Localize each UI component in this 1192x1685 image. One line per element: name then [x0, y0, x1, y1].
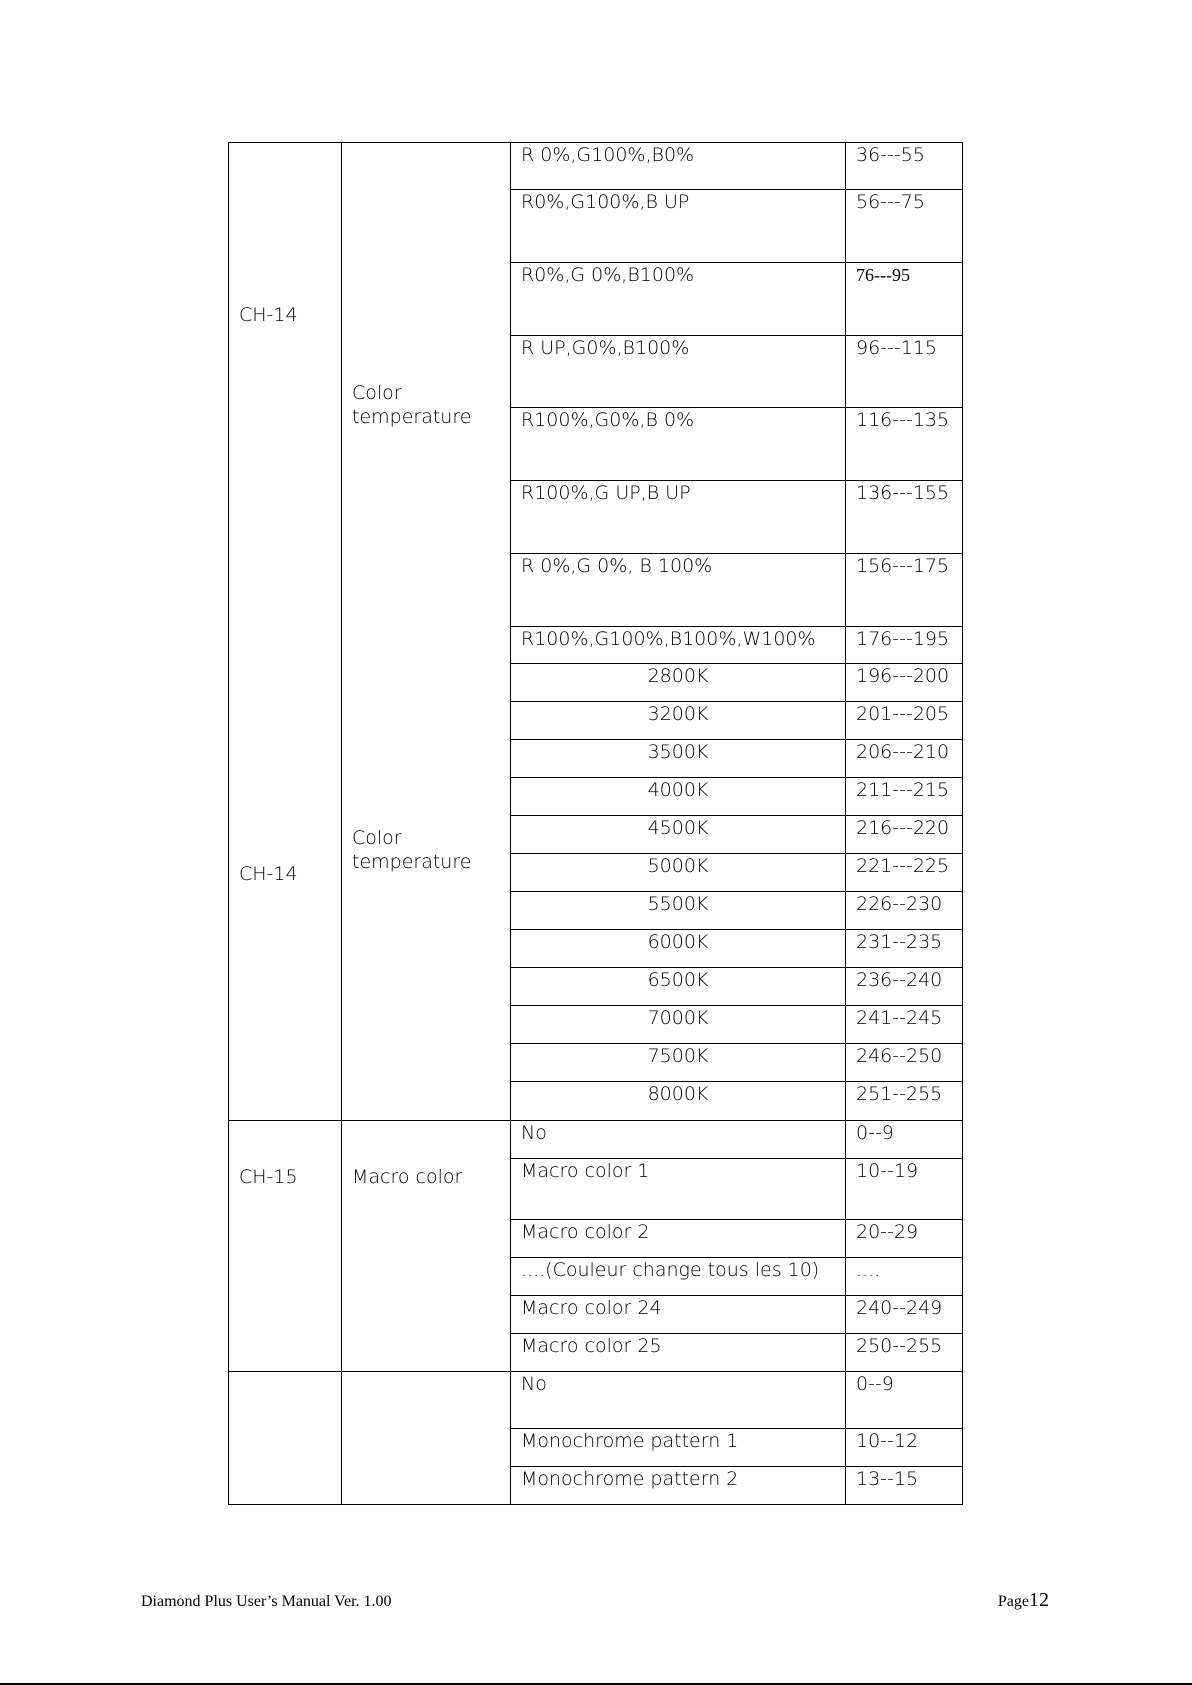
setting-cell: 5500K [511, 892, 846, 930]
setting-cell: R 0%,G 0%, B 100% [511, 554, 846, 627]
value-cell: 56---75 [846, 190, 963, 263]
channel-cell [229, 1372, 342, 1505]
value-cell: 236--240 [846, 968, 963, 1006]
dmx-channel-table [228, 142, 963, 1505]
setting-cell: 3500K [511, 740, 846, 778]
value-cell: 136---155 [846, 481, 963, 554]
value-cell: 76---95 [846, 263, 963, 336]
setting-cell: R0%,G 0%,B100% [511, 263, 846, 336]
table-row [229, 1121, 963, 1159]
value-cell: 206---210 [846, 740, 963, 778]
setting-cell: ....(Couleur change tous les 10) [511, 1258, 846, 1296]
value-cell: 0--9 [846, 1372, 963, 1429]
value-cell: 231--235 [846, 930, 963, 968]
setting-cell: No [511, 1121, 846, 1159]
value-cell: 0--9 [846, 1121, 963, 1159]
value-cell: 96---115 [846, 336, 963, 408]
setting-cell: R100%,G100%,B100%,W100% [511, 627, 846, 664]
setting-cell: R0%,G100%,B UP [511, 190, 846, 263]
setting-cell: 6000K [511, 930, 846, 968]
value-cell: 240--249 [846, 1296, 963, 1334]
setting-cell: Macro color 1 [511, 1159, 846, 1220]
setting-cell: 5000K [511, 854, 846, 892]
function-cell [342, 664, 511, 1121]
value-cell: 211---215 [846, 778, 963, 816]
function-label: Color temperature [352, 382, 472, 429]
setting-cell: Macro color 2 [511, 1220, 846, 1258]
setting-cell: 3200K [511, 702, 846, 740]
setting-cell: 7000K [511, 1006, 846, 1044]
table-row [229, 1372, 963, 1429]
channel-cell [229, 664, 342, 1121]
setting-cell: 8000K [511, 1082, 846, 1121]
table-row [229, 664, 963, 702]
value-cell: 10--12 [846, 1429, 963, 1467]
value-cell: 156---175 [846, 554, 963, 627]
function-cell [342, 1121, 511, 1372]
value-cell: 241--245 [846, 1006, 963, 1044]
value-cell: 13--15 [846, 1467, 963, 1505]
setting-cell: Monochrome pattern 2 [511, 1467, 846, 1505]
function-label: Color temperature [352, 826, 472, 873]
setting-cell: No [511, 1372, 846, 1429]
value-cell: 250--255 [846, 1334, 963, 1372]
function-cell [342, 143, 511, 664]
setting-cell: 4000K [511, 778, 846, 816]
value-cell: 10--19 [846, 1159, 963, 1220]
value-cell: 116---135 [846, 408, 963, 481]
setting-cell: 2800K [511, 664, 846, 702]
value-cell: 226--230 [846, 892, 963, 930]
setting-cell: Macro color 25 [511, 1334, 846, 1372]
channel-cell [229, 1121, 342, 1372]
setting-cell: Monochrome pattern 1 [511, 1429, 846, 1467]
channel-cell [229, 143, 342, 664]
value-cell: 176---195 [846, 627, 963, 664]
setting-cell: 4500K [511, 816, 846, 854]
value-cell: .... [846, 1258, 963, 1296]
setting-cell: 6500K [511, 968, 846, 1006]
value-cell: 201---205 [846, 702, 963, 740]
setting-cell: R100%,G0%,B 0% [511, 408, 846, 481]
value-cell: 216---220 [846, 816, 963, 854]
channel-label: CH-14 [239, 304, 298, 327]
function-cell [342, 1372, 511, 1505]
function-label: Macro color [352, 1166, 463, 1188]
value-cell: 221---225 [846, 854, 963, 892]
value-cell: 251--255 [846, 1082, 963, 1121]
setting-cell: R100%,G UP,B UP [511, 481, 846, 554]
channel-label: CH-14 [239, 862, 298, 885]
manual-title: Diamond Plus User’s Manual Ver. 1.00 [141, 1593, 392, 1610]
page-prefix: Page [997, 1593, 1029, 1610]
channel-label: CH-15 [239, 1166, 298, 1188]
setting-cell: R UP,G0%,B100% [511, 336, 846, 408]
setting-cell: R 0%,G100%,B0% [511, 143, 846, 190]
value-cell: 20--29 [846, 1220, 963, 1258]
value-cell: 196---200 [846, 664, 963, 702]
value-cell: 246--250 [846, 1044, 963, 1082]
setting-cell: Macro color 24 [511, 1296, 846, 1334]
page-indicator [998, 1589, 1049, 1612]
table-row [229, 143, 963, 190]
page-number: 12 [1029, 1589, 1049, 1611]
setting-cell: 7500K [511, 1044, 846, 1082]
value-cell: 36---55 [846, 143, 963, 190]
